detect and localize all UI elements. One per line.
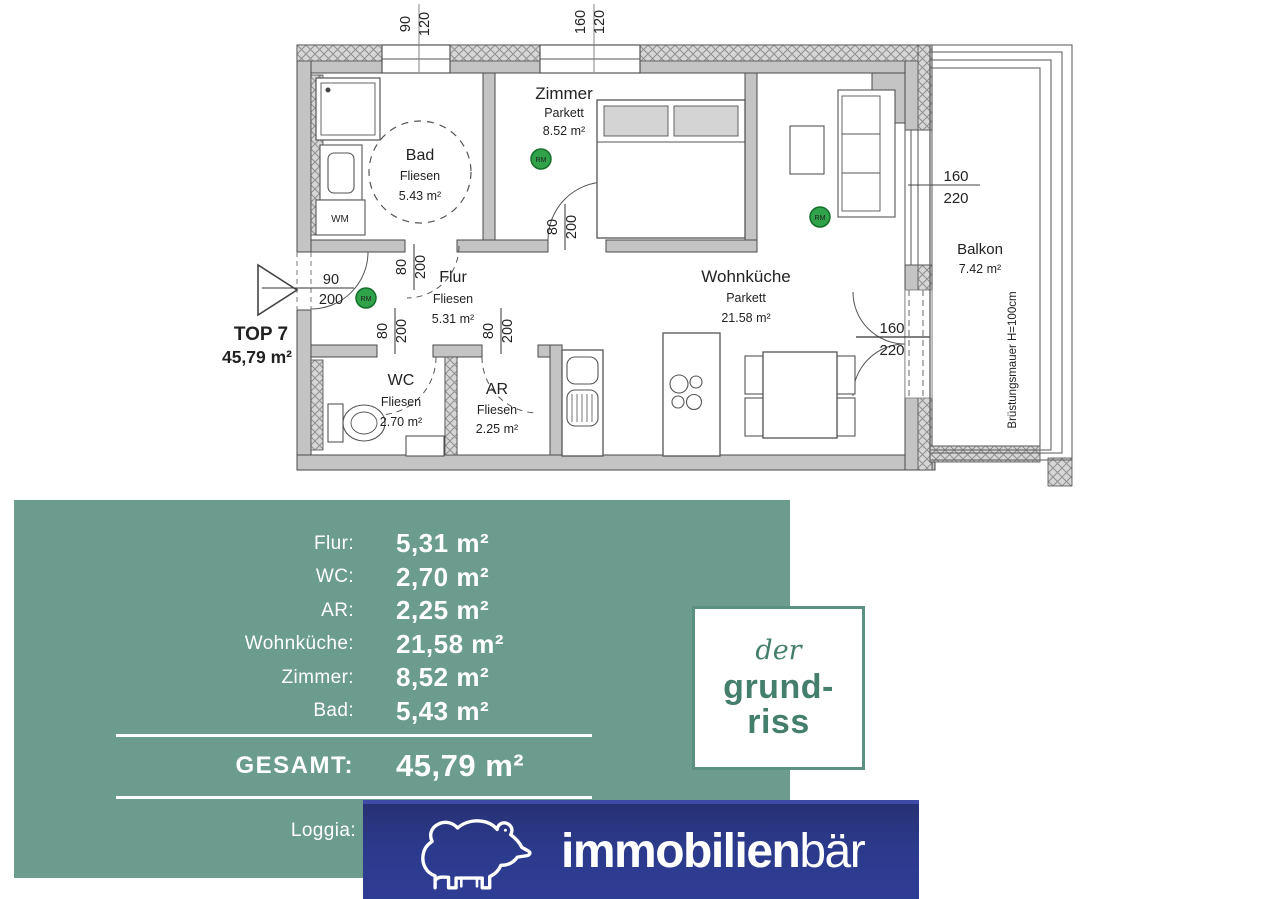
ar-floor: Fliesen [476, 403, 518, 417]
side-table-icon [790, 126, 824, 174]
loggia-label: Loggia: [290, 820, 356, 841]
svg-text:80: 80 [394, 258, 410, 276]
sofa-icon [838, 90, 895, 217]
area-row-label: WC: [315, 566, 354, 588]
brand-name-light: bär [799, 825, 865, 878]
area-row-ar [14, 594, 790, 628]
area-row-label: Wohnküche: [244, 633, 354, 655]
balkon-name: Balkon [957, 241, 1003, 258]
washing-machine-icon [316, 200, 365, 235]
svg-text:RM: RM [535, 157, 547, 164]
area-row-value: 21,58 m² [396, 628, 505, 659]
immobilienbaer-banner [363, 800, 919, 899]
flur-name: Flur [439, 269, 467, 286]
unit-label [222, 324, 292, 367]
zimmer-area: 8.52 m² [542, 124, 586, 138]
svg-text:RM: RM [814, 215, 826, 222]
svg-text:200: 200 [500, 318, 516, 344]
area-row-label: Zimmer: [281, 666, 354, 688]
stamp-word-der: der [755, 634, 802, 666]
area-row-value: 2,25 m² [396, 595, 490, 626]
dining-table-icon [745, 352, 855, 438]
svg-text:160: 160 [879, 320, 905, 337]
area-row-label: AR: [321, 599, 354, 621]
svg-text:200: 200 [564, 214, 580, 240]
bad-floor: Fliesen [399, 169, 441, 183]
stamp-word-riss: riss [747, 702, 810, 741]
svg-text:80: 80 [481, 322, 497, 340]
svg-text:80: 80 [545, 218, 561, 236]
svg-text:RM: RM [360, 296, 372, 303]
wc-floor: Fliesen [380, 395, 422, 409]
svg-text:220: 220 [879, 342, 905, 359]
zimmer-floor: Parkett [544, 106, 584, 120]
window-top-right [540, 4, 640, 73]
der-grundriss-stamp [692, 606, 865, 770]
total-value: 45,79 m² [396, 748, 525, 783]
brand-name-bold: immobilien [561, 825, 800, 878]
area-row-value: 5,31 m² [396, 528, 490, 559]
svg-text:160: 160 [943, 168, 969, 185]
toilet-icon [328, 404, 385, 442]
stamp-word-grund: grund- [723, 667, 834, 706]
svg-text:90: 90 [322, 272, 340, 288]
svg-text:220: 220 [943, 190, 969, 207]
svg-text:200: 200 [394, 318, 410, 344]
area-row-zimmer [14, 661, 790, 695]
flur-area: 5.31 m² [431, 312, 475, 326]
kitchen-sink-icon [562, 350, 603, 456]
svg-text:80: 80 [375, 322, 391, 340]
wc-name: WC [387, 372, 415, 389]
cooktop-icon [663, 333, 720, 456]
area-row-value: 2,70 m² [396, 561, 490, 592]
entrance-door [258, 252, 368, 315]
svg-text:120: 120 [417, 11, 433, 37]
ar-name: AR [485, 381, 509, 398]
divider [116, 734, 592, 737]
svg-text:WM: WM [331, 214, 349, 225]
area-row-bad [14, 695, 790, 729]
area-rows [14, 527, 790, 728]
area-row-label: Bad: [313, 700, 354, 722]
area-row-value: 8,52 m² [396, 662, 490, 693]
wc-area: 2.70 m² [379, 415, 423, 429]
area-row-value: 5,43 m² [396, 695, 490, 726]
unit-total-area: 45,79 m² [221, 347, 293, 367]
ar-area: 2.25 m² [475, 422, 519, 436]
svg-text:90: 90 [398, 15, 414, 33]
wohnkueche-area: 21.58 m² [721, 311, 771, 325]
wohnkueche-name: Wohnküche [701, 267, 791, 286]
sink-icon [320, 145, 362, 200]
svg-text:160: 160 [573, 9, 589, 35]
brand-name [561, 804, 864, 899]
wc-cabinet-icon [406, 436, 444, 456]
total-row [14, 749, 790, 783]
entrance-arrow-icon [258, 265, 297, 315]
area-row-wc [14, 561, 790, 595]
balkon-area: 7.42 m² [958, 262, 1002, 276]
svg-text:200: 200 [318, 292, 344, 308]
bear-icon [395, 810, 553, 896]
shower-icon [316, 78, 380, 140]
total-label: GESAMT: [235, 752, 354, 779]
bad-area: 5.43 m² [398, 189, 442, 203]
svg-text:120: 120 [592, 9, 608, 35]
bad-name: Bad [405, 147, 435, 164]
area-row-label: Flur: [314, 532, 354, 554]
flur-floor: Fliesen [432, 292, 474, 306]
area-row-flur [14, 527, 790, 561]
svg-text:200: 200 [413, 254, 429, 280]
divider [116, 796, 592, 799]
area-row-wohnkueche [14, 628, 790, 662]
window-top-left [382, 4, 450, 73]
bed-icon [597, 100, 745, 238]
wohnkueche-floor: Parkett [726, 291, 766, 305]
bruestungsmauer-label: Brüstungsmauer H=100cm [1007, 291, 1019, 429]
zimmer-name: Zimmer [535, 84, 593, 103]
unit-number: TOP 7 [233, 324, 289, 345]
